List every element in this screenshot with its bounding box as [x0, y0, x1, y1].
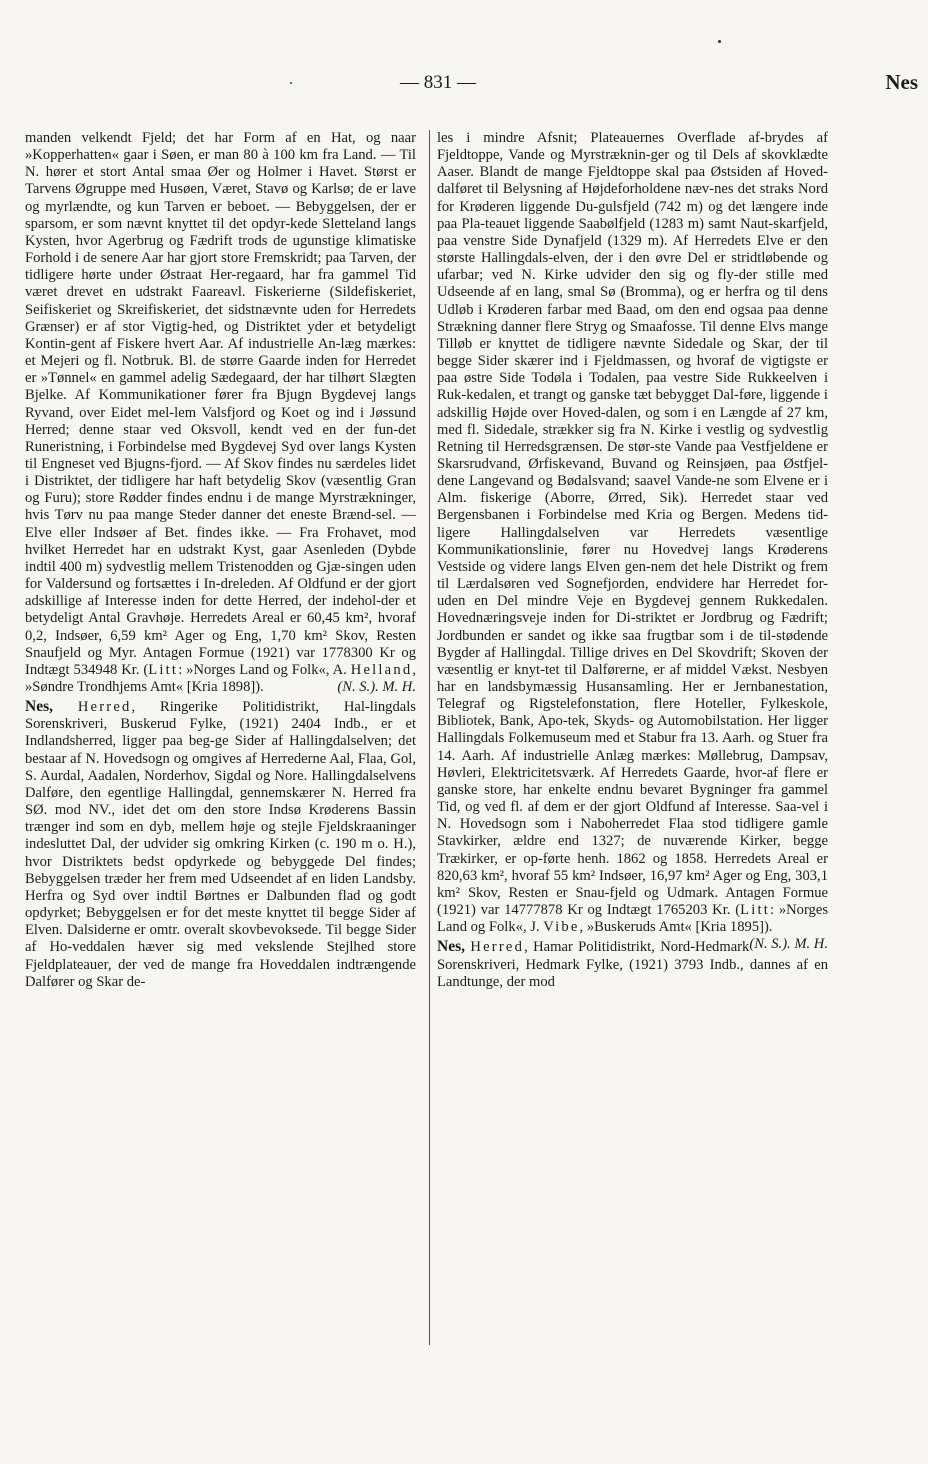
- body-text: : »Norges Land og Folk«, A.: [178, 661, 347, 678]
- litt-label: Litt: [740, 902, 770, 919]
- page-number: — 831 —: [400, 72, 476, 93]
- body-text: , »Buskeruds Amt« [Kria 1895]).: [579, 919, 773, 936]
- body-text: manden velkendt Fjeld; det har Form af en Hat, og naar »Kopperhatten« gaar i Søen, er man 80 à 100 km fra Land. — Til N. hører et stort Antal smaa Øer og Holmer i Havet. Størst er Tarvens Øgruppe med Husøen, Været, Stavø og Karlsø; de er lave og myrlændte, og kun Tarven er beboet. — Bebyggelsen, der er sparsom, er som nævnt knyttet til det opdyr-kede Sletteland langs Kysten, hvor Agerbrug og Fædrift trods de ugunstige klimatiske Forhold i de senere Aar har gjort store Fremskridt; paa Tarven, der tidligere hørte under Østraat Her-regaard, har fra gammel Tid været drevet en udstrakt Faareavl. Fiskerierne (Sildefiskeriet, Seifiskeriet og Skreifiskeriet, det sidstnævnte uden for Herredets Grænser) er af stor Vigtig-hed, og Distriktet yder et betydeligt Kontin-gent af Fiskere hvert Aar. Af industrielle An-læg mærkes: et Mejeri og fl. Notbruk. Bl. de større Gaarde inden for Herredet er »Tønnel« en gammel adelig Sædegaard, der har tilhørt Slægten Bjelke. Af Kommunikationer fører fra Bjugn Bygdevej langs Ryvand, over Eidet mel-lem Valsfjord og Koet og ind i Jøssund Herred; denne staar ved Oksvoll, kendt ved en der fun-det Runeristning, i Forbindelse med Bygdevej Syd over langs Kysten til Engneset ved Bjugns-fjord. — Af Skov findes nu særdeles lidet i Distriktet, der tidligere har haft betydelig Skov (væsentlig Gran og Furu); store Rødder findes endnu i de mange Myrstrækninger, hvis Tørv nu paa mange Steder danner det eneste Brænd-sel. — Elve eller Indsøer af Bet. findes ikke. — Fra Frohavet, mod hvilket Herredet har en udstrakt Kyst, gaar Asenleden (Dybde indtil 400 m) sydvestlig mellem Tristenodden og Gjæ-singen uden for Valdersund og fortsættes i In-dreleden. Af Oldfund er der gjort adskillige af Interesse inden for dette Herred, der indehol-der et betydeligt Antal Gravhøje. Herredets Areal er 60,45 km², hvoraf 0,2, Indsøer, 6,59 km² Ager og Eng, 1,70 km² Skov, Resten Snaufjeld og Myr. Antagen Formue (1921) var 1778300 Kr og Indtægt 534948 Kr. (: [25, 130, 416, 678]
- scan-speck: [718, 40, 721, 43]
- entry-kind: Herred: [470, 939, 525, 956]
- paragraph: [25, 130, 416, 696]
- litt-label: Litt: [148, 661, 179, 678]
- author-name: Vibe: [543, 919, 580, 936]
- author-signature: (N. S.). M. H.: [749, 936, 828, 953]
- body-text: les i mindre Afsnit; Plateauernes Overflade af-brydes af Fjeldtoppe, Vande og Myrstræknin-ger og til Dels af skovklædte Aaser. Blandt de mange Fjeldtoppe skal paa Østsiden af Hoved-dalføret til Belysning af Højdeforholdene næv-nes det straks Nord for Krøderen liggende Du-gulsfjeld (742 m) og det længere inde paa Pla-teauet liggende Saabølfjeld (1283 m) samt Naut-skarfjeld, paa venstre Side Dynafjeld (1329 m). Af Herredets Elve er den største Hallingdals-elven, der i den øvre Del er stridtløbende og ufarbar; ved N. Kirke udvider den sig og fly-der stille med Udseende af en lang, smal Sø (Bromma), og er herfra og til dens Udløb i Krøderen farbar med Baad, om den end ogsaa paa denne Strækning danner flere Stryg og Smaafosse. Til denne Elvs mange Tilløb er knyttet de tidligere nævnte Sidedale og Skar, der til begge Sider skærer ind i Fjeldmassen, og hvoraf de vigtigste er paa østre Side Todøla i Todalen, paa vestre Side Rukkeelven i Ruk-kedalen, et trangt og ganske tæt bebygget Dal-føre, liggende i adskillig Højde over Hoved-dalen, og som i en Længde af 27 km, med fl. Sidedale, strækker sig fra N. Kirke i vestlig og sydvestlig Retning til Herredsgrænsen. De stør-ste Vande paa Vestfjeldene er Skarsrudvand, Ørfiskevand, Buvand og Reinsjøen, paa Østfjel-dene Langevand og Bødalsvand; saavel Vande-ne som Elvene er i Alm. fiskerige (Aborre, Ørred, Sik). Herredet staar ved Bergensbanen i Forbindelse med Kria og Bergen. Medens tid-ligere Hallingdalselven var Herredets væsentlige Kommunikationslinie, fører nu Hovedvej langs Krøderens Vestside og videre langs Elven gen-nem det hele Distrikt og frem til Lærdalsøren ved Sognefjorden, endvidere har Herredet for-uden en Del mindre Veje en Bygdevej gennem Rukkedalen. Hovednæringsveje inden for Di-striktet er Jordbrug og Fædrift; Jordbunden er sandet og ikke saa frugtbar som i de til-stødende Bygder af Hallingdal. Tillige drives en Del Skovdrift; Skoven der væsentlig er knyt-tet til Dalførerne, er af middel Vækst. Nesbyen har en landsbymæssig Husansamling. Her er Jernbanestation, Telegraf og Rigstelefonstation, flere Hoteller, Fylkeskole, Bibliotek, Bank, Apo-tek, Skyds- og Automobilstation. Her ligger Hallingdals Folkemuseum med et Stabur fra 13. Aarh. og Stuer fra 14. Aarh. Af industrielle Anlæg mærkes: Møllebrug, Dampsav, Høvleri, Elektricitetsværk. Af Herredets Gaarde, hvor-af flere er ganske store, har enkelte endnu bevaret Bygninger fra gammel Tid, og ved fl. af dem er der gjort Oldfund af Interesse. Saa-vel i N. Hovedsogn som i Naboherredet Flaa stod tidligere gamle Stavkirker, ældre end 1327; de nuværende Kirker, begge Trækirker, er op-førte henh. 1862 og 1858. Herredets Areal er 820,63 km², hvoraf 55 km² Indsøer, 16,97 km² Ager og Eng, 303,1 km² Skov, Resten er Snau-fjeld og Udmark. Antagen Formue (1921) var 14777878 Kr og Indtægt 1765203 Kr. (: [437, 130, 828, 919]
- left-column: [25, 130, 416, 991]
- body-text: , Ringerike Politidistrikt, Hal-lingdals Sorenskriveri, Buskerud Fylke, (1921) 2404 Indb., er et Indlandsherred, ligger paa beg-ge Sider af Hallingdalselven; det bestaar af N. Hovedsogn og omgives af Herrederne Aal, Flaa, Gol, S. Aurdal, Aadalen, Norderhov, Sigdal og Nore. Hallingdalselvens Dalføre, den egentlige Hallingdal, gennemskærer N. Herred fra SØ. mod NV., idet det om den store Indsø Krøderens Bassin trænger ind som en dyb, mellem høje og stejle Fjeldskraaninger indesluttet Dal, der udvider sig omkring Kirken (c. 190 m o. H.), hvor Distriktets bedst opdyrkede og bebyggede Del findes; Bebyggelsen træder her frem med Udseendet af en liden Landsby. Herfra og Syd over indtil Børtnes er Dalbunden flad og godt opdyrket; Bebyggelsen er for det meste knyttet til begge Sider af Elven. Dalsiderne er omtr. overalt skovbevoksede. Til begge Sider af Ho-veddalen hæver sig med vekslende Stejlhed store Fjeldplateauer, der ved de mange fra Hoveddalen indtrængende Dalfører og Skar de-: [25, 699, 416, 990]
- column-divider: [429, 130, 430, 1345]
- author-name: Helland: [350, 661, 413, 678]
- author-signature: (N. S.). M. H.: [337, 679, 416, 695]
- body-text: , »Søndre Trondhjems Amt« [Kria 1898]).: [25, 661, 417, 695]
- right-column: [437, 130, 828, 991]
- body-text: : »Norges Land og Folk«, J.: [437, 902, 829, 936]
- entry-nes-buskerud: [25, 698, 416, 991]
- headword: Nes,: [25, 698, 53, 716]
- headword: Nes,: [437, 938, 465, 956]
- paragraph: [437, 130, 829, 953]
- running-head: Nes: [885, 70, 918, 94]
- body-text: , Hamar Politidistrikt, Nord-Hedmark Sorenskriveri, Hedmark Fylke, (1921) 3793 Indb., dannes af en Landtunge, der mod: [437, 939, 828, 990]
- entry-kind: Herred: [77, 699, 132, 716]
- page-header: [60, 70, 918, 102]
